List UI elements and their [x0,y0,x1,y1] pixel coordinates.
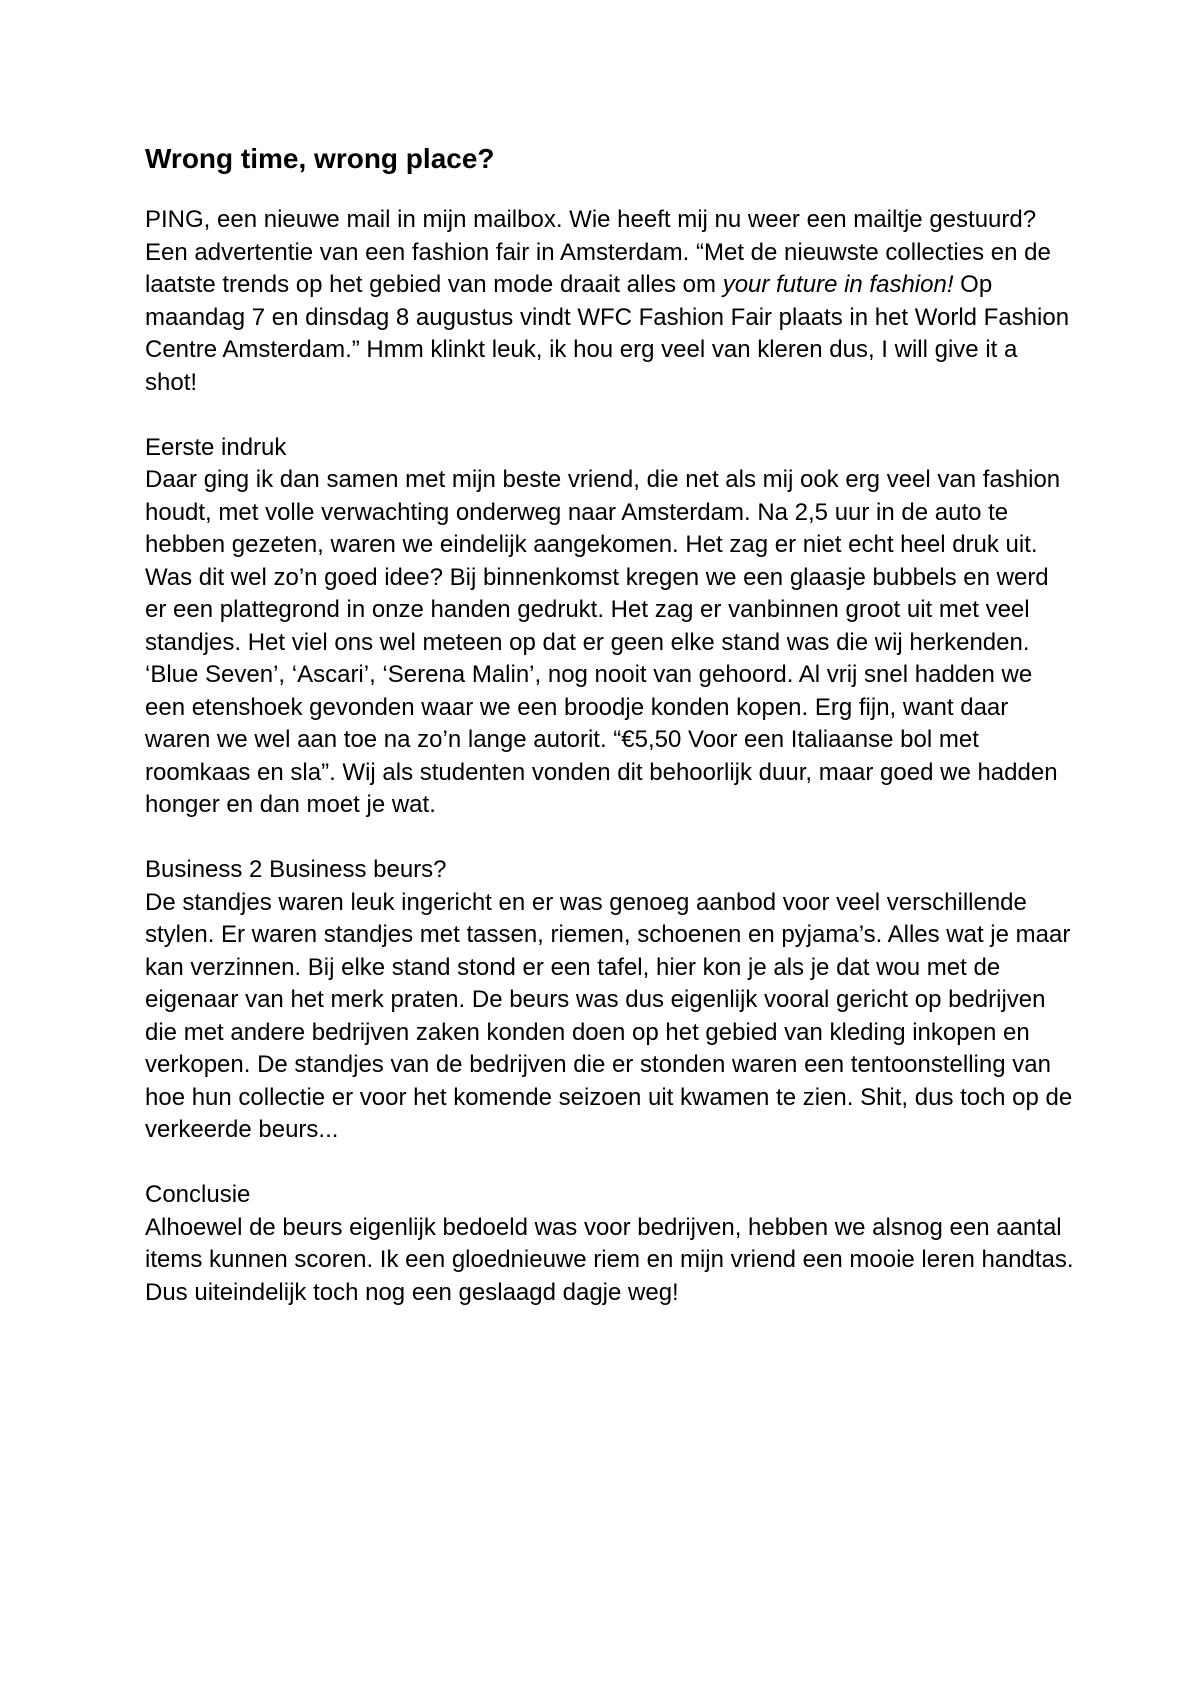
intro-italic-phrase: your future in fashion! [722,271,954,298]
section-eerste-indruk [145,432,1075,822]
section-body: Daar ging ik dan samen met mijn beste vriend, die net als mij ook erg veel van fashion houdt, met volle verwachting onderweg naar Amsterdam. Na 2,5 uur in de auto te hebben gezeten, waren we eindelijk aangekomen. Het zag er niet echt heel druk uit. Was dit wel zo’n goed idee? Bij binnenkomst kregen we een glaasje bubbels en werd er een plattegrond in onze handen gedrukt. Het zag er vanbinnen groot uit met veel standjes. Het viel ons wel meteen op dat er geen elke stand was die wij herkenden. ‘Blue Seven’, ‘Ascari’, ‘Serena Malin’, nog nooit van gehoord. Al vrij snel hadden we een etenshoek gevonden waar we een broodje konden kopen. Erg fijn, want daar waren we wel aan toe na zo’n lange autorit. “€5,50 Voor een Italiaanse bol met roomkaas en sla”. Wij als studenten vonden dit behoorlijk duur, maar goed we hadden honger en dan moet je wat. [145,466,1061,818]
document-title: Wrong time, wrong place? [145,143,495,174]
section-heading: Eerste indruk [145,433,287,461]
intro-text-end: Op maandag 7 en dinsdag 8 augustus vindt WFC Fashion Fair plaats in het World Fashion Centre Amsterdam.” Hmm klinkt leuk, ik hou erg veel van kleren dus, I will give it a shot! [145,271,1070,396]
section-body: De standjes waren leuk ingericht en er was genoeg aanbod voor veel verschillende stylen. Er waren standjes met tassen, riemen, schoenen en pyjama’s. Alles wat je maar kan verzinnen. Bij elke stand stond er een tafel, hier kon je als je dat wou met de eigenaar van het merk praten. De beurs was dus eigenlijk vooral gericht op bedrijven die met andere bedrijven zaken konden doen op het gebied van kleding inkopen en verkopen. De standjes van de bedrijven die er stonden waren een tentoonstelling van hoe hun collectie er voor het komende seizoen uit kwamen te zien. Shit, dus toch op de verkeerde beurs... [145,888,1073,1143]
section-business-beurs [145,854,1075,1147]
section-heading: Business 2 Business beurs? [145,856,447,883]
section-heading: Conclusie [145,1181,251,1208]
intro-text-start: PING, een nieuwe mail in mijn mailbox. Wie heeft mij nu weer een mailtje gestuurd? Een advertentie van een fashion fair in Amsterdam. “Met de nieuwste collecties en de laatste trends op het gebied van mode draait alles om [145,206,1051,298]
document-page [145,140,1075,1309]
section-conclusie [145,1179,1075,1309]
section-body: Alhoewel de beurs eigenlijk bedoeld was voor bedrijven, hebben we alsnog een aantal items kunnen scoren. Ik een gloednieuwe riem en mijn vriend een mooie leren handtas. Dus uiteindelijk toch nog een geslaagd dagje weg! [145,1213,1074,1306]
intro-paragraph [145,204,1075,399]
